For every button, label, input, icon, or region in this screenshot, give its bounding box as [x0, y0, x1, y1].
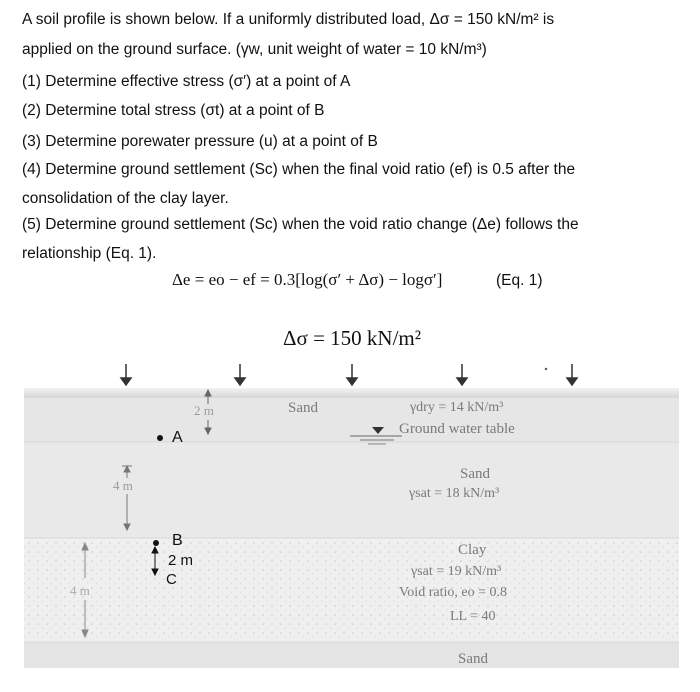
- dim-clay-label: 4 m: [70, 583, 90, 598]
- load-arrows: [121, 364, 577, 385]
- dim-bc-label: 2 m: [168, 552, 194, 569]
- question-5-line-1: (5) Determine ground settlement (Sc) when the void ratio change (Δe) follows the: [22, 216, 579, 233]
- water-table-label: Ground water table: [399, 421, 515, 437]
- equation: Δe = eo − ef = 0.3[log(σ′ + Δσ) − logσ′]: [172, 270, 443, 289]
- layer2-name: Sand: [460, 466, 490, 482]
- gamma-dry-label: γdry = 14 kN/m³: [410, 400, 504, 415]
- question-4-line-2: consolidation of the clay layer.: [22, 190, 229, 207]
- liquid-limit-label: LL = 40: [450, 609, 496, 624]
- dim-top-label: 2 m: [194, 403, 214, 418]
- load-label: Δσ = 150 kN/m²: [283, 326, 422, 350]
- point-c-label: C: [166, 571, 177, 588]
- problem-line-2: applied on the ground surface. (γw, unit weight of water = 10 kN/m³): [22, 41, 487, 58]
- dim-mid-label: 4 m: [113, 478, 133, 493]
- question-2: (2) Determine total stress (σt) at a point of B: [22, 102, 325, 119]
- layer4-name: Sand: [458, 651, 488, 667]
- equation-label: (Eq. 1): [496, 272, 543, 289]
- problem-line-1: A soil profile is shown below. If a uniformly distributed load, Δσ = 150 kN/m² is: [22, 11, 555, 28]
- void-ratio-label: Void ratio, eo = 0.8: [399, 585, 507, 600]
- point-a-label: A: [172, 429, 183, 446]
- point-a-marker: [157, 435, 163, 441]
- point-b-marker: [153, 540, 159, 546]
- question-5-line-2: relationship (Eq. 1).: [22, 245, 157, 262]
- dry-sand-layer: [24, 398, 679, 442]
- gamma-sat-sand-label: γsat = 18 kN/m³: [409, 486, 500, 501]
- clay-texture: [24, 538, 679, 642]
- question-3: (3) Determine porewater pressure (u) at a point of B: [22, 133, 378, 150]
- point-b-label: B: [172, 532, 183, 549]
- layer1-name: Sand: [288, 400, 318, 416]
- gamma-sat-clay-label: γsat = 19 kN/m³: [411, 564, 502, 579]
- ground-surface-band: [24, 388, 679, 398]
- question-4-line-1: (4) Determine ground settlement (Sc) when the final void ratio (ef) is 0.5 after the: [22, 161, 576, 178]
- question-1: (1) Determine effective stress (σ′) at a point of A: [22, 73, 351, 90]
- bottom-sand-layer: [24, 642, 679, 668]
- layer3-name: Clay: [458, 542, 487, 558]
